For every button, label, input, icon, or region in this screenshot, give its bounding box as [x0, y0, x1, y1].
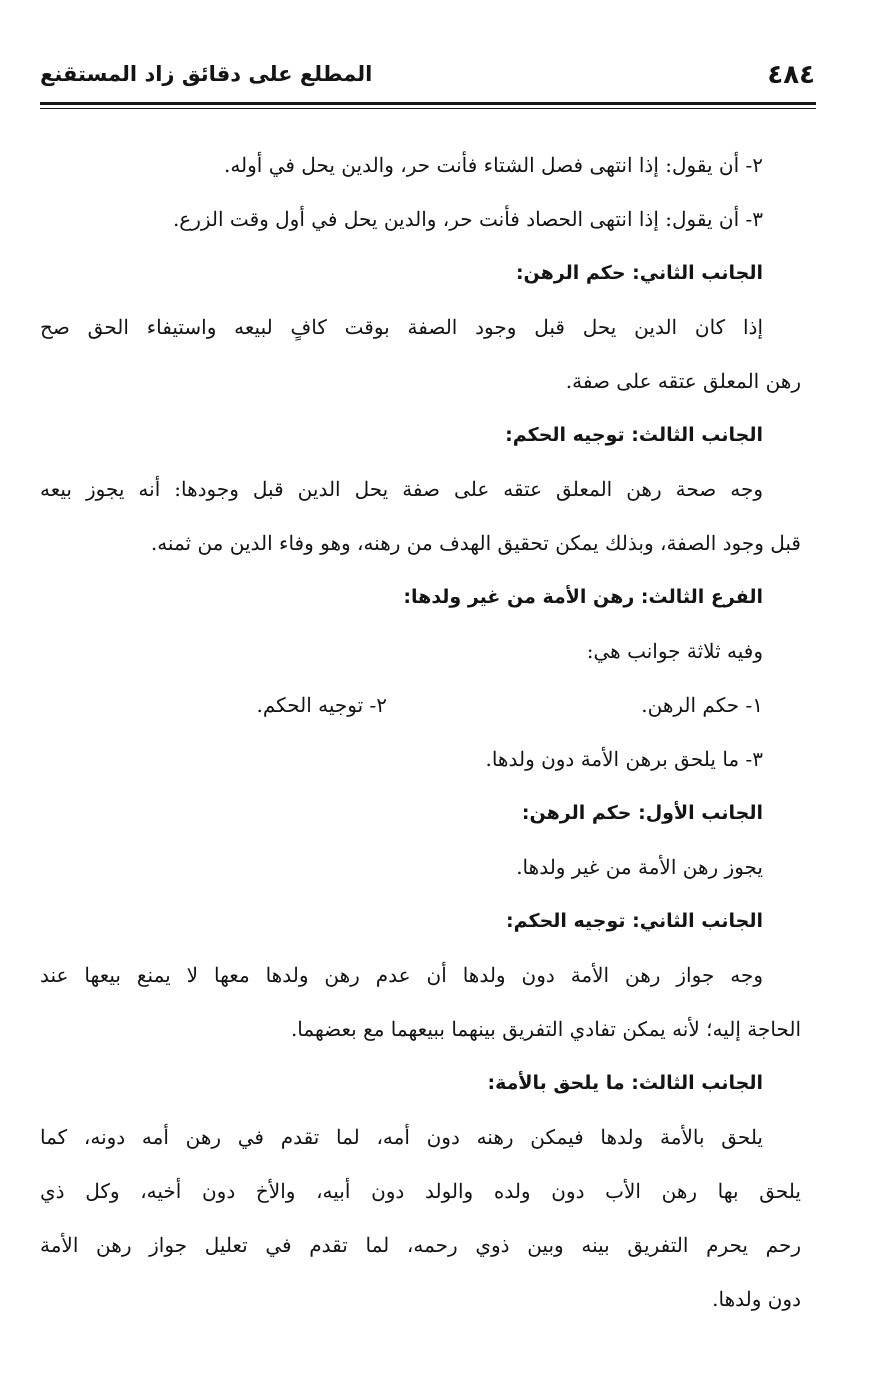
- header-rule: [40, 102, 816, 105]
- paragraph-line: الحاجة إليه؛ لأنه يمكن تفادي التفريق بينهما ببيعهما مع بعضهما.: [290, 1017, 801, 1041]
- paragraph-line: يلحق بها رهن الأب دون ولده والولد دون أبيه، والأخ دون أخيه، وكل ذي: [40, 1179, 801, 1203]
- section-heading: الجانب الأول: حكم الرهن:: [521, 802, 763, 824]
- subsection-heading: الفرع الثالث: رهن الأمة من غير ولدها:: [403, 586, 763, 608]
- section-heading: الجانب الثاني: حكم الرهن:: [515, 262, 763, 284]
- page-number: ٤٨٤: [767, 60, 815, 90]
- list-item: ٣- أن يقول: إذا انتهى الحصاد فأنت حر، والدين يحل في أول وقت الزرع.: [172, 207, 763, 231]
- section-heading: الجانب الثاني: توجيه الحكم:: [506, 910, 763, 932]
- paragraph-line: قبل وجود الصفة، وبذلك يمكن تحقيق الهدف من رهنه، وهو وفاء الدين من ثمنه.: [150, 531, 801, 555]
- paragraph-line: إذا كان الدين يحل قبل وجود الصفة بوقت كافٍ لبيعه واستيفاء الحق صح: [40, 315, 763, 339]
- page-body: [40, 138, 801, 1326]
- running-title: المطلع على دقائق زاد المستقنع: [40, 62, 373, 86]
- list-item: ١- حكم الرهن.: [641, 693, 763, 717]
- paragraph-line: رهن المعلق عتقه على صفة.: [565, 369, 801, 393]
- list-row: [40, 678, 801, 732]
- paragraph-line: دون ولدها.: [712, 1287, 801, 1311]
- list-item: ٢- أن يقول: إذا انتهى فصل الشتاء فأنت حر، والدين يحل في أوله.: [223, 153, 763, 177]
- paragraph-line: وجه صحة رهن المعلق عتقه على صفة يحل الدين قبل وجودها: أنه يجوز بيعه: [40, 477, 763, 501]
- list-item: ٣- ما يلحق برهن الأمة دون ولدها.: [485, 747, 763, 771]
- paragraph-line: يجوز رهن الأمة من غير ولدها.: [516, 855, 763, 879]
- paragraph-line: رحم يحرم التفريق بينه وبين ذوي رحمه، لما تقدم في تعليل جواز رهن الأمة: [40, 1233, 801, 1257]
- list-item: ٢- توجيه الحكم.: [256, 693, 387, 717]
- paragraph-line: وفيه ثلاثة جوانب هي:: [586, 639, 763, 663]
- paragraph-line: وجه جواز رهن الأمة دون ولدها أن عدم رهن ولدها معها لا يمنع بيعها عند: [40, 963, 763, 987]
- header-rule-thin: [40, 108, 816, 109]
- page-header: [40, 60, 815, 100]
- paragraph-line: يلحق بالأمة ولدها فيمكن رهنه دون أمه، لما تقدم في رهن أمه دونه، كما: [40, 1125, 763, 1149]
- section-heading: الجانب الثالث: ما يلحق بالأمة:: [487, 1072, 763, 1094]
- section-heading: الجانب الثالث: توجيه الحكم:: [505, 424, 763, 446]
